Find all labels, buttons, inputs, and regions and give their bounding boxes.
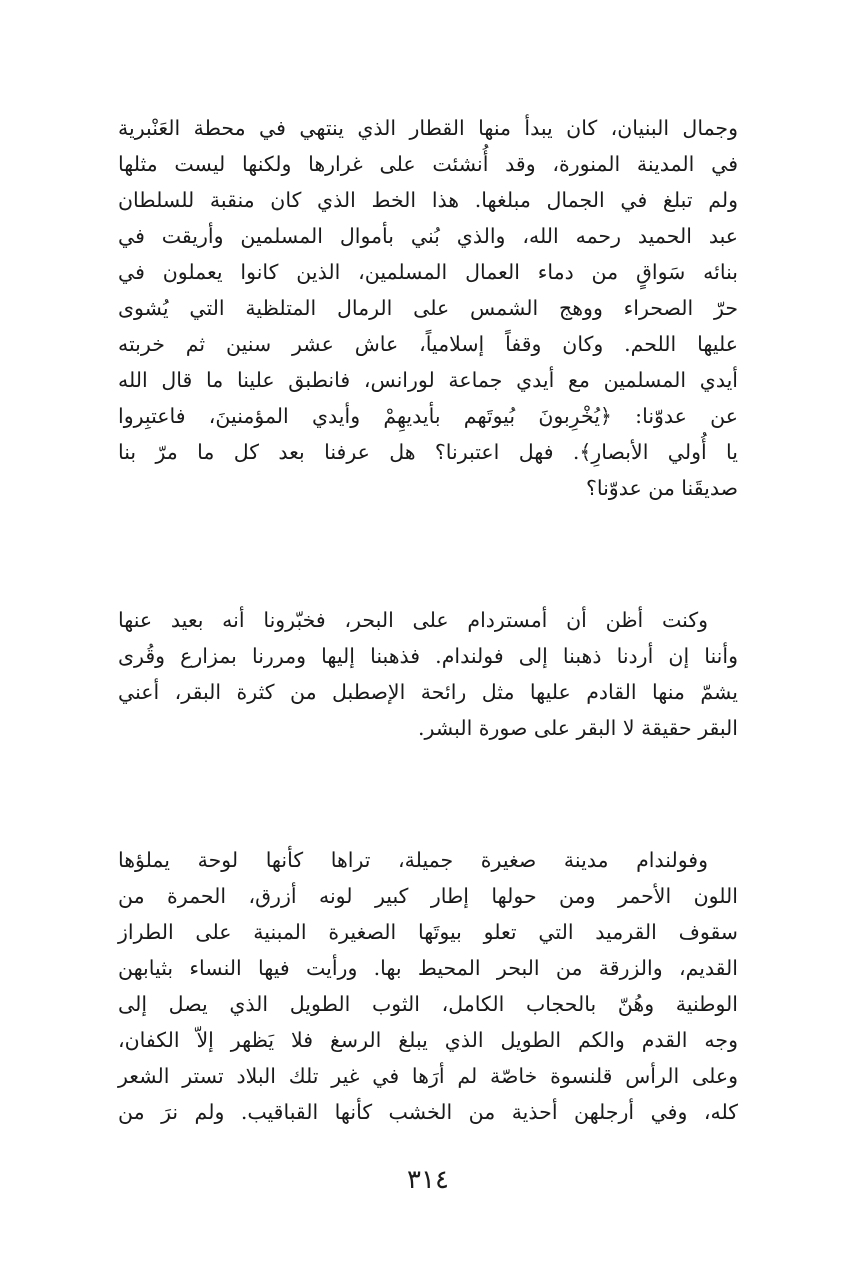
text-line: يشمّ منها القادم عليها مثل رائحة الإصطبل من كثرة البقر، أعني bbox=[118, 680, 738, 704]
text-line: في المدينة المنورة، وقد أُنشئت على غرارها ولكنها ليست مثلها bbox=[118, 152, 738, 176]
text-line: اللون الأحمر ومن حولها إطار كبير لونه أزرق، الحمرة من bbox=[118, 884, 738, 908]
text-line: عن عدوّنا: ﴿يُخْرِبونَ بُيوتَهم بأيديهِمْ وأيدي المؤمنينَ، فاعتبِروا bbox=[118, 404, 738, 428]
text-line: صديقَنا من عدوّنا؟ bbox=[585, 476, 738, 500]
text-line: كله، وفي أرجلهن أحذية من الخشب كأنها القباقيب. ولم نرَ من bbox=[118, 1100, 738, 1124]
text-line: وجه القدم والكم الطويل الذي يبلغ الرسغ فلا يَظهر إلاّ الكفان، bbox=[118, 1028, 738, 1052]
paragraph-3 bbox=[118, 842, 738, 1130]
paragraph-2 bbox=[118, 602, 738, 746]
text-line: يا أُولي الأبصارِ﴾. فهل اعتبرنا؟ هل عرفنا بعد كل ما مرّ بنا bbox=[118, 440, 738, 464]
text-line: وعلى الرأس قلنسوة خاصّة لم أرَها في غير تلك البلاد تستر الشعر bbox=[118, 1064, 738, 1088]
text-line: وكنت أظن أن أمستردام على البحر، فخبّرونا أنه بعيد عنها bbox=[118, 608, 708, 632]
paragraph-1 bbox=[118, 110, 738, 506]
text-line: البقر حقيقة لا البقر على صورة البشر. bbox=[418, 716, 738, 740]
text-line: وفولندام مدينة صغيرة جميلة، تراها كأنها لوحة يملؤها bbox=[118, 848, 708, 872]
text-line: بنائه سَواقٍ من دماء العمال المسلمين، الذين كانوا يعملون في bbox=[118, 260, 738, 284]
text-line: ولم تبلغ في الجمال مبلغها. هذا الخط الذي كان منقبة للسلطان bbox=[118, 188, 738, 212]
text-line: سقوف القرميد التي تعلو بيوتَها الصغيرة المبنية على الطراز bbox=[118, 920, 738, 944]
text-line: عبد الحميد رحمه الله، والذي بُني بأموال المسلمين وأريقت في bbox=[118, 224, 738, 248]
text-line: وجمال البنيان، كان يبدأ منها القطار الذي ينتهي في محطة العَنْبرية bbox=[118, 116, 738, 140]
text-line: القديم، والزرقة من البحر المحيط بها. ورأيت فيها النساء بثيابهن bbox=[118, 956, 738, 980]
text-line: أيدي المسلمين مع أيدي جماعة لورانس، فانطبق علينا ما قال الله bbox=[118, 368, 738, 392]
text-line: الوطنية وهُنّ بالحجاب الكامل، الثوب الطويل الذي يصل إلى bbox=[118, 992, 738, 1016]
text-line: عليها اللحم. وكان وقفاً إسلامياً، عاش عشر سنين ثم خربته bbox=[118, 332, 738, 356]
text-line: حرّ الصحراء ووهج الشمس على الرمال المتلظية التي يُشوى bbox=[118, 296, 738, 320]
page-number: ٣١٤ bbox=[407, 1165, 449, 1195]
text-line: وأننا إن أردنا ذهبنا إلى فولندام. فذهبنا إليها ومررنا بمزارع وقُرى bbox=[118, 644, 738, 668]
